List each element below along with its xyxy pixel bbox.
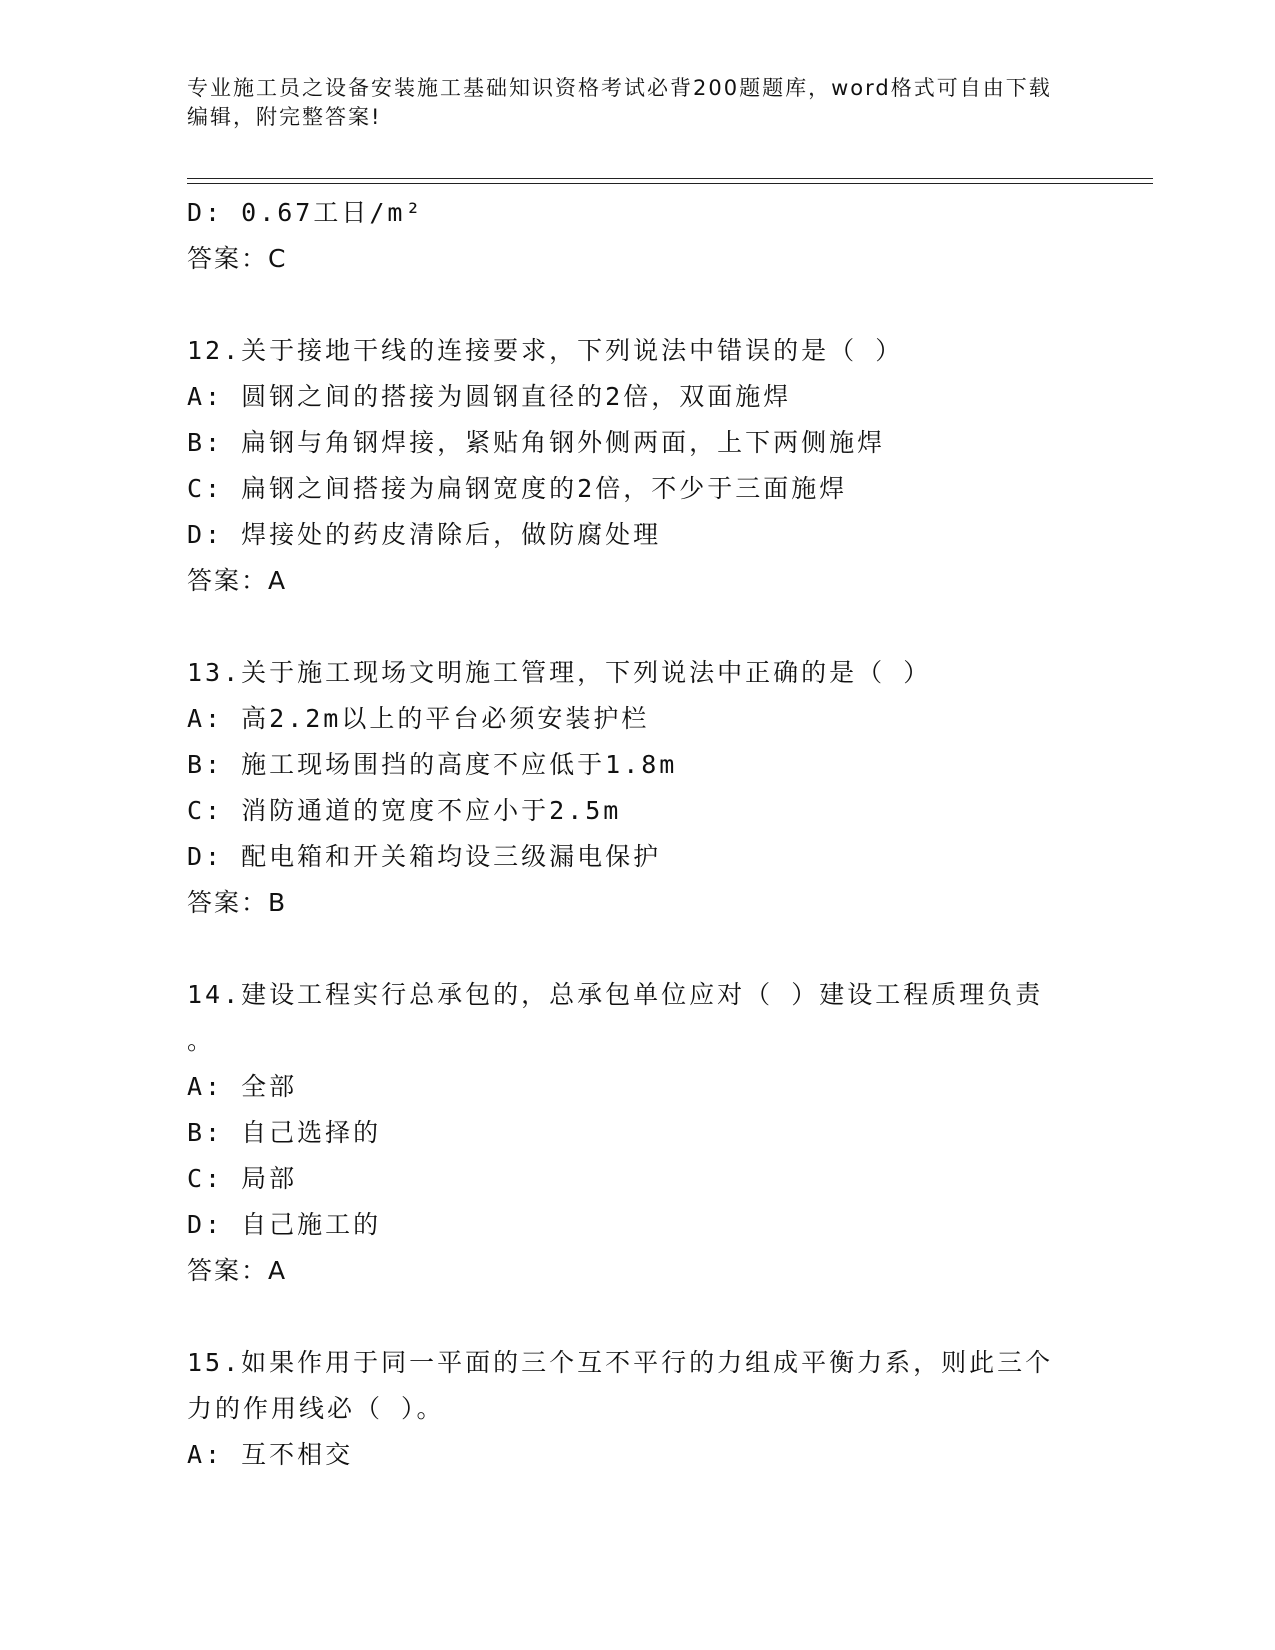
question-13 (187, 650, 1087, 926)
spacer (187, 604, 1087, 650)
option-c: C: 局部 (187, 1164, 298, 1193)
option-d: D: 焊接处的药皮清除后，做防腐处理 (187, 520, 662, 549)
document-body (187, 190, 1087, 1478)
spacer (187, 1294, 1087, 1340)
option-b: B: 扁钢与角钢焊接，紧贴角钢外侧两面，上下两侧施焊 (187, 428, 886, 457)
option-a: A: 圆钢之间的搭接为圆钢直径的2倍，双面施焊 (187, 382, 792, 411)
answer-line: 答案：A (187, 566, 288, 595)
option-c: C: 扁钢之间搭接为扁钢宽度的2倍，不少于三面施焊 (187, 474, 848, 503)
option-b: B: 自己选择的 (187, 1118, 382, 1147)
option-a: A: 高2.2m以上的平台必须安装护栏 (187, 704, 650, 733)
question-14 (187, 972, 1087, 1294)
option-a: A: 全部 (187, 1072, 298, 1101)
question-stem: 13.关于施工现场文明施工管理，下列说法中正确的是（ ） (187, 658, 932, 687)
page-header (187, 74, 1067, 132)
option-d: D: 自己施工的 (187, 1210, 382, 1239)
question-12 (187, 328, 1087, 604)
answer-line: 答案：B (187, 888, 288, 917)
answer-line: 答案：A (187, 1256, 288, 1285)
option-d: D: 0.67工日/m² (187, 198, 424, 227)
question-stem-line-1: 14.建设工程实行总承包的，总承包单位应对（ ）建设工程质理负责 (187, 980, 1044, 1009)
spacer (187, 926, 1087, 972)
header-divider-bottom (187, 183, 1153, 184)
question-stem: 12.关于接地干线的连接要求，下列说法中错误的是（ ） (187, 336, 904, 365)
option-c: C: 消防通道的宽度不应小于2.5m (187, 796, 622, 825)
option-d: D: 配电箱和开关箱均设三级漏电保护 (187, 842, 662, 871)
header-title: 专业施工员之设备安装施工基础知识资格考试必背200题题库，word格式可自由下载编辑，附完整答案! (187, 76, 1052, 129)
spacer (187, 282, 1087, 328)
question-stem-line-2: 。 (187, 1026, 216, 1055)
answer-line: 答案：C (187, 244, 288, 273)
option-a: A: 互不相交 (187, 1440, 354, 1469)
option-b: B: 施工现场围挡的高度不应低于1.8m (187, 750, 678, 779)
header-divider-top (187, 178, 1153, 179)
question-stem-line-1: 15.如果作用于同一平面的三个互不平行的力组成平衡力系，则此三个 (187, 1348, 1054, 1377)
question-15 (187, 1340, 1087, 1478)
question-stem-line-2: 力的作用线必（ ）。 (187, 1394, 445, 1423)
